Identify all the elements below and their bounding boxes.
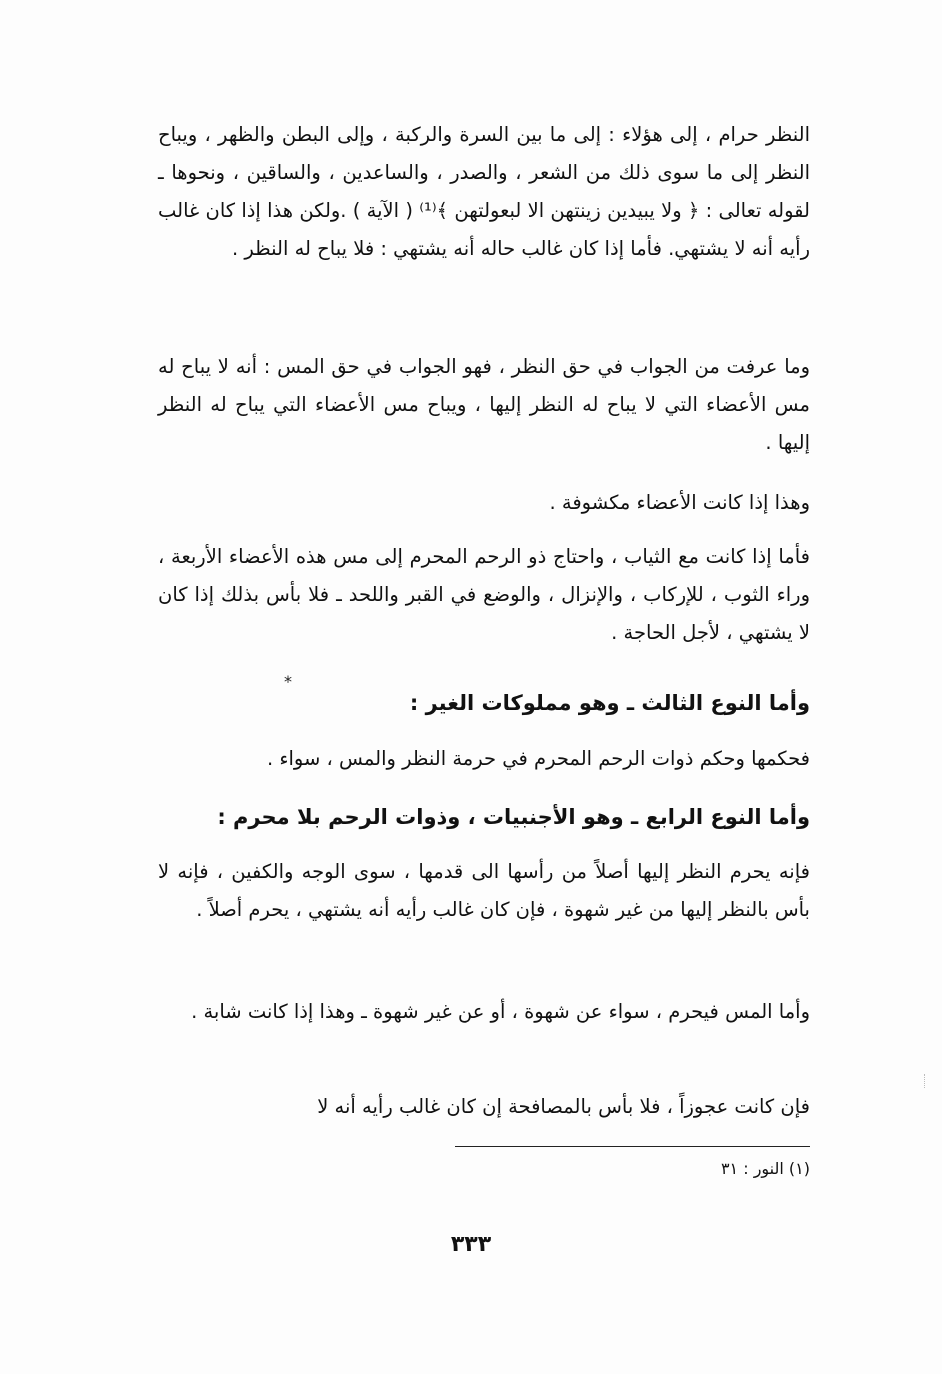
paragraph-fourth-type-touching: وأما المس فيحرم ، سواء عن شهوة ، أو عن غير شهوة ـ وهذا إذا كانت شابة . xyxy=(191,1000,810,1023)
section-heading-fourth-type: وأما النوع الرابع ـ وهو الأجنبيات ، وذوات الرحم بلا محرم : xyxy=(217,805,810,829)
page-number: ٣٣٣ xyxy=(450,1232,492,1257)
paragraph-third-type-ruling: فحكمها وحكم ذوات الرحم المحرم في حرمة النظر والمس ، سواء . xyxy=(266,747,810,770)
paragraph-looking-rules: النظر حرام ، إلى هؤلاء : إلى ما بين السرة والركبة ، وإلى البطن والظهر ، ويباح النظر إلى ما سوى ذلك من الشعر ، والصدر ، والساعدين ، والساقين ، ونحوها ـ لقوله تعالى : ﴿ ولا يبيدين زينتهن الا لبعولتهن ﴾⁽¹⁾ ( الآية ) .ولكن هذا إذا كان غالب رأيه أنه لا يشتهي. فأما إذا كان غالب حاله أنه يشتهي : فلا يباح له النظر . xyxy=(158,123,810,260)
paragraph-touching-rules: وما عرفت من الجواب في حق النظر ، فهو الجواب في حق المس : أنه لا يباح له مس الأعضاء التي لا يباح له النظر إليها ، ويباح مس الأعضاء التي يباح له النظر إليها . xyxy=(158,355,810,454)
paragraph-elderly-handshake: فإن كانت عجوزاً ، فلا بأس بالمصافحة إن كان غالب رأيه أنه لا xyxy=(317,1095,810,1118)
section-heading-third-type: وأما النوع الثالث ـ وهو مملوكات الغير : xyxy=(409,691,810,715)
paragraph-fourth-type-looking: فإنه يحرم النظر إليها أصلاً من رأسها الى قدمها ، سوى الوجه والكفين ، فإنه لا بأس بالنظر إليها من غير شهوة ، فإن كان غالب رأيه أنه يشتهي ، يحرم أصلاً . xyxy=(158,860,810,921)
paragraph-clothed-condition: فأما إذا كانت مع الثياب ، واحتاج ذو الرحم المحرم إلى مس هذه الأعضاء الأربعة ، وراء الثوب ، للإركاب ، والإنزال ، والوضع في القبر واللحد ـ فلا بأس بذلك إذا كان لا يشتهي ، لأجل الحاجة . xyxy=(158,545,810,644)
footnote: (١) النور : ٣١ xyxy=(720,1159,810,1178)
margin-scan-mark xyxy=(924,1074,928,1088)
footnote-divider xyxy=(455,1146,810,1147)
paragraph-uncovered-condition: وهذا إذا كانت الأعضاء مكشوفة . xyxy=(549,491,810,514)
asterisk-mark: * xyxy=(284,672,292,691)
